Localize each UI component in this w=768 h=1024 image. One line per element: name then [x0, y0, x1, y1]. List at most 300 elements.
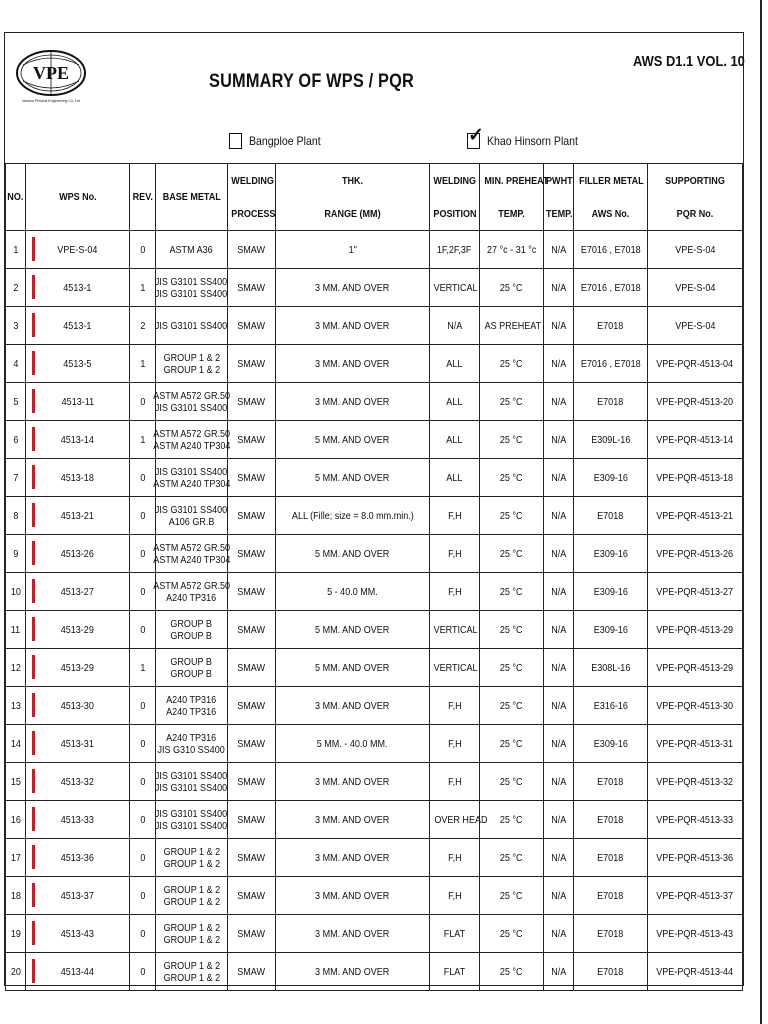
row-number-cell	[6, 877, 26, 915]
wps-number-cell	[26, 953, 130, 991]
row-number-text: 19	[10, 927, 21, 940]
pwht-temp-text: N/A	[550, 661, 567, 674]
welding-process-cell	[228, 345, 276, 383]
welding-position-text: VERTICAL	[433, 623, 478, 636]
pwht-temp-text: N/A	[550, 319, 567, 332]
revision-mark	[32, 693, 35, 717]
standard-code: AWS D1.1 VOL. 10	[633, 53, 745, 70]
welding-position-text: ALL	[446, 395, 463, 408]
base-metal-cell	[156, 611, 228, 649]
revision-text: 0	[139, 623, 146, 636]
supporting-pqr-cell	[648, 459, 743, 497]
row-number-text: 2	[12, 281, 19, 294]
pwht-temp-text: N/A	[550, 623, 567, 636]
filler-metal-cell	[574, 269, 648, 307]
min-preheat-temp-text: 25 °C	[500, 509, 523, 522]
header-no: NO.	[6, 164, 26, 231]
page-title: SUMMARY OF WPS / PQR	[209, 71, 414, 92]
pwht-temp-text: N/A	[550, 699, 567, 712]
revision-mark	[32, 617, 35, 641]
table-row	[6, 231, 743, 269]
min-preheat-temp-text: AS PREHEAT	[484, 319, 542, 332]
welding-process-cell	[228, 573, 276, 611]
filler-metal-cell	[574, 763, 648, 801]
pwht-temp-cell	[544, 231, 574, 269]
supporting-pqr-text: VPE-PQR-4513-26	[656, 547, 734, 560]
welding-process-text: SMAW	[237, 851, 266, 864]
filler-metal-cell	[574, 573, 648, 611]
page-edge-line	[760, 0, 762, 1024]
revision-text: 0	[139, 699, 146, 712]
thickness-range-cell	[276, 345, 430, 383]
table-row	[6, 839, 743, 877]
pwht-temp-text: N/A	[550, 395, 567, 408]
thickness-range-text: 3 MM. AND OVER	[315, 851, 390, 864]
base-metal-line: JIS G3101 SS400	[155, 781, 228, 794]
revision-cell	[130, 649, 156, 687]
supporting-pqr-cell	[648, 231, 743, 269]
wps-number-cell	[26, 839, 130, 877]
welding-position-cell	[430, 687, 480, 725]
base-metal-line: ASTM A240 TP304	[152, 439, 231, 452]
min-preheat-temp-text: 25 °C	[500, 395, 523, 408]
thickness-range-cell	[276, 649, 430, 687]
wps-number-text: 4513-5	[63, 357, 92, 370]
base-metal-cell	[156, 839, 228, 877]
min-preheat-temp-cell	[480, 839, 544, 877]
base-metal-cell	[156, 231, 228, 269]
company-logo	[13, 47, 89, 99]
revision-mark	[32, 883, 35, 907]
pwht-temp-text: N/A	[550, 547, 567, 560]
min-preheat-temp-text: 25 °C	[500, 623, 523, 636]
supporting-pqr-text: VPE-PQR-4513-29	[656, 623, 734, 636]
filler-metal-cell	[574, 877, 648, 915]
filler-metal-cell	[574, 801, 648, 839]
filler-metal-cell	[574, 421, 648, 459]
row-number-text: 7	[12, 471, 19, 484]
pwht-temp-cell	[544, 573, 574, 611]
min-preheat-temp-cell	[480, 345, 544, 383]
revision-mark	[32, 313, 35, 337]
wps-number-text: 4513-43	[60, 927, 95, 940]
min-preheat-temp-cell	[480, 307, 544, 345]
filler-metal-text: E309-16	[593, 547, 628, 560]
welding-process-text: SMAW	[237, 737, 266, 750]
pwht-temp-cell	[544, 953, 574, 991]
base-metal-line: A240 TP316	[166, 705, 217, 718]
base-metal-cell	[156, 725, 228, 763]
welding-position-text: F,H	[447, 737, 462, 750]
wps-number-cell	[26, 535, 130, 573]
supporting-pqr-text: VPE-PQR-4513-21	[656, 509, 734, 522]
welding-process-text: SMAW	[237, 547, 266, 560]
row-number-cell	[6, 497, 26, 535]
welding-position-text: F,H	[447, 851, 462, 864]
welding-process-text: SMAW	[237, 775, 266, 788]
row-number-cell	[6, 611, 26, 649]
wps-number-text: 4513-29	[60, 661, 95, 674]
filler-metal-text: E7018	[597, 851, 624, 864]
supporting-pqr-text: VPE-PQR-4513-27	[656, 585, 734, 598]
filler-metal-text: E7016 , E7018	[580, 357, 641, 370]
thickness-range-text: 3 MM. AND OVER	[315, 775, 390, 788]
row-number-cell	[6, 421, 26, 459]
filler-metal-cell	[574, 725, 648, 763]
base-metal-cell	[156, 763, 228, 801]
pwht-temp-cell	[544, 307, 574, 345]
thickness-range-text: 3 MM. AND OVER	[315, 965, 390, 978]
welding-position-text: ALL	[446, 433, 463, 446]
min-preheat-temp-text: 25 °C	[500, 737, 523, 750]
pwht-temp-text: N/A	[550, 927, 567, 940]
table-row	[6, 687, 743, 725]
welding-position-cell	[430, 649, 480, 687]
base-metal-line: JIS G3101 SS400	[155, 807, 228, 820]
supporting-pqr-cell	[648, 307, 743, 345]
welding-process-text: SMAW	[237, 357, 266, 370]
row-number-text: 18	[10, 889, 21, 902]
thickness-range-text: 3 MM. AND OVER	[315, 319, 390, 332]
filler-metal-cell	[574, 839, 648, 877]
wps-number-text: 4513-18	[60, 471, 95, 484]
filler-metal-cell	[574, 345, 648, 383]
welding-position-text: 1F,2F,3F	[437, 243, 472, 256]
thickness-range-text: 5 MM. AND OVER	[315, 547, 390, 560]
filler-metal-cell	[574, 535, 648, 573]
supporting-pqr-text: VPE-PQR-4513-04	[656, 357, 734, 370]
table-row	[6, 535, 743, 573]
thickness-range-cell	[276, 801, 430, 839]
wps-number-text: 4513-37	[60, 889, 95, 902]
revision-cell	[130, 231, 156, 269]
revision-mark	[32, 389, 35, 413]
base-metal-cell	[152, 535, 231, 573]
base-metal-line: ASTM A572 GR.50	[153, 541, 230, 554]
min-preheat-temp-cell	[480, 231, 544, 269]
pwht-temp-cell	[544, 611, 574, 649]
thickness-range-text: 5 - 40.0 MM.	[327, 585, 378, 598]
revision-cell	[130, 763, 156, 801]
base-metal-line: ASTM A240 TP304	[152, 553, 231, 566]
table-row	[6, 953, 743, 991]
base-metal-cell	[156, 953, 228, 991]
thickness-range-text: 3 MM. AND OVER	[315, 927, 390, 940]
min-preheat-temp-text: 25 °C	[500, 471, 523, 484]
welding-process-text: SMAW	[237, 927, 266, 940]
welding-position-text: VERTICAL	[433, 281, 478, 294]
table-row	[6, 269, 743, 307]
min-preheat-temp-text: 25 °C	[500, 775, 523, 788]
revision-mark	[32, 503, 35, 527]
welding-process-text: SMAW	[237, 319, 266, 332]
header-welding-process: WELDING PROCESS	[228, 164, 276, 231]
revision-text: 0	[139, 775, 146, 788]
filler-metal-cell	[574, 459, 648, 497]
row-number-cell	[6, 915, 26, 953]
thickness-range-text: 3 MM. AND OVER	[315, 281, 390, 294]
min-preheat-temp-cell	[480, 383, 544, 421]
supporting-pqr-cell	[648, 269, 743, 307]
revision-cell	[130, 725, 156, 763]
revision-text: 0	[139, 813, 146, 826]
pwht-temp-cell	[544, 383, 574, 421]
filler-metal-cell	[574, 687, 648, 725]
supporting-pqr-text: VPE-PQR-4513-29	[656, 661, 734, 674]
wps-number-cell	[26, 269, 130, 307]
welding-position-cell	[430, 763, 480, 801]
base-metal-line: A106 GR.B	[168, 515, 215, 528]
filler-metal-cell	[574, 611, 648, 649]
header-thk-range: THK. RANGE (MM)	[276, 164, 430, 231]
welding-position-text: F,H	[447, 775, 462, 788]
pwht-temp-text: N/A	[550, 357, 567, 370]
base-metal-line: GROUP 1 & 2	[163, 351, 220, 364]
supporting-pqr-text: VPE-PQR-4513-14	[656, 433, 734, 446]
filler-metal-text: E309-16	[593, 471, 628, 484]
min-preheat-temp-text: 25 °C	[500, 433, 523, 446]
base-metal-line: GROUP 1 & 2	[163, 959, 220, 972]
thickness-range-text: 3 MM. AND OVER	[315, 395, 390, 408]
min-preheat-temp-text: 25 °C	[500, 889, 523, 902]
base-metal-cell	[152, 421, 231, 459]
min-preheat-temp-cell	[480, 763, 544, 801]
welding-position-cell	[430, 421, 480, 459]
wps-number-text: 4513-11	[61, 395, 94, 408]
thickness-range-cell	[276, 725, 430, 763]
welding-process-text: SMAW	[237, 585, 266, 598]
logo-caption: Vasana Phisical Engineering Co.,Ltd	[21, 99, 81, 103]
welding-position-cell	[430, 497, 480, 535]
base-metal-cell	[152, 459, 231, 497]
table-row	[6, 915, 743, 953]
supporting-pqr-cell	[648, 497, 743, 535]
pwht-temp-cell	[544, 801, 574, 839]
header-pwht: PWHT TEMP.	[544, 164, 574, 231]
revision-text: 0	[139, 737, 146, 750]
welding-process-cell	[228, 307, 276, 345]
welding-position-cell	[430, 877, 480, 915]
thickness-range-cell	[276, 687, 430, 725]
supporting-pqr-cell	[648, 611, 743, 649]
header-min-preheat: MIN. PREHEAT TEMP.	[480, 164, 544, 231]
revision-cell	[130, 801, 156, 839]
revision-mark	[32, 541, 35, 565]
welding-process-cell	[228, 459, 276, 497]
table-row	[6, 611, 743, 649]
welding-process-text: SMAW	[237, 281, 266, 294]
min-preheat-temp-cell	[480, 459, 544, 497]
welding-process-cell	[228, 497, 276, 535]
min-preheat-temp-text: 25 °C	[500, 547, 523, 560]
min-preheat-temp-cell	[480, 535, 544, 573]
welding-process-text: SMAW	[237, 509, 266, 522]
welding-position-text: F,H	[447, 547, 462, 560]
row-number-text: 10	[10, 585, 21, 598]
revision-mark	[32, 731, 35, 755]
wps-number-text: VPE-S-04	[57, 243, 98, 256]
welding-position-text: F,H	[447, 699, 462, 712]
revision-mark	[32, 237, 35, 261]
filler-metal-text: E7016 , E7018	[580, 281, 641, 294]
filler-metal-text: E309-16	[593, 585, 628, 598]
welding-process-text: SMAW	[237, 395, 266, 408]
base-metal-line: A240 TP316	[166, 693, 217, 706]
plant-option-khao-hinsorn[interactable]	[467, 125, 590, 149]
row-number-cell	[6, 649, 26, 687]
min-preheat-temp-cell	[480, 649, 544, 687]
wps-number-cell	[26, 497, 130, 535]
checkbox-checked[interactable]	[467, 125, 484, 149]
base-metal-line: GROUP B	[170, 667, 213, 680]
row-number-text: 1	[12, 243, 19, 256]
welding-position-cell	[430, 459, 480, 497]
revision-text: 1	[139, 357, 146, 370]
base-metal-line: GROUP 1 & 2	[163, 857, 220, 870]
table-row	[6, 345, 743, 383]
supporting-pqr-text: VPE-PQR-4513-44	[656, 965, 734, 978]
base-metal-line: A240 TP316	[166, 591, 217, 604]
welding-process-cell	[228, 725, 276, 763]
thickness-range-text: 3 MM. AND OVER	[315, 357, 390, 370]
revision-text: 0	[139, 851, 146, 864]
base-metal-line: GROUP B	[170, 629, 213, 642]
filler-metal-text: E7018	[597, 813, 624, 826]
base-metal-line: JIS G3101 SS400	[155, 319, 228, 332]
welding-position-cell	[430, 345, 480, 383]
base-metal-line: JIS G3101 SS400	[155, 503, 228, 516]
welding-position-text: VERTICAL	[433, 661, 478, 674]
table-row	[6, 725, 743, 763]
thickness-range-cell	[276, 915, 430, 953]
supporting-pqr-text: VPE-PQR-4513-37	[656, 889, 734, 902]
welding-position-text: F,H	[447, 585, 462, 598]
wps-number-text: 4513-36	[60, 851, 95, 864]
revision-mark	[32, 807, 35, 831]
checkbox-unchecked[interactable]	[229, 133, 242, 149]
revision-mark	[32, 351, 35, 375]
thickness-range-text: 1"	[348, 243, 357, 256]
row-number-text: 5	[12, 395, 19, 408]
plant-option-bangploe[interactable]	[229, 133, 330, 149]
min-preheat-temp-text: 25 °C	[500, 585, 523, 598]
welding-position-text: FLAT	[443, 965, 466, 978]
revision-cell	[130, 421, 156, 459]
supporting-pqr-cell	[648, 877, 743, 915]
row-number-text: 16	[10, 813, 21, 826]
welding-position-cell	[430, 725, 480, 763]
welding-process-cell	[228, 801, 276, 839]
thickness-range-cell	[276, 383, 430, 421]
min-preheat-temp-text: 25 °C	[500, 661, 523, 674]
wps-number-cell	[26, 725, 130, 763]
base-metal-line: GROUP 1 & 2	[163, 845, 220, 858]
base-metal-line: JIS G3101 SS400	[155, 819, 228, 832]
thickness-range-text: 3 MM. AND OVER	[315, 813, 390, 826]
header-wps-no: WPS No.	[26, 164, 130, 231]
base-metal-line: JIS G3101 SS400	[155, 465, 228, 478]
pwht-temp-cell	[544, 535, 574, 573]
thickness-range-cell	[276, 459, 430, 497]
filler-metal-text: E309-16	[593, 737, 628, 750]
thickness-range-text: ALL (Fille; size = 8.0 mm.min.)	[291, 509, 414, 522]
thickness-range-cell	[276, 763, 430, 801]
welding-position-text: FLAT	[443, 927, 466, 940]
filler-metal-text: E316-16	[593, 699, 628, 712]
pwht-temp-cell	[544, 763, 574, 801]
wps-number-text: 4513-1	[63, 319, 92, 332]
welding-process-text: SMAW	[237, 889, 266, 902]
plant-label: Bangploe Plant	[249, 134, 321, 148]
pwht-temp-text: N/A	[550, 243, 567, 256]
pwht-temp-text: N/A	[550, 813, 567, 826]
min-preheat-temp-text: 25 °C	[500, 965, 523, 978]
welding-process-cell	[228, 231, 276, 269]
wps-number-text: 4513-21	[60, 509, 95, 522]
revision-mark	[32, 959, 35, 983]
thickness-range-cell	[276, 231, 430, 269]
revision-cell	[130, 953, 156, 991]
welding-process-text: SMAW	[237, 471, 266, 484]
revision-mark	[32, 579, 35, 603]
revision-text: 0	[139, 509, 146, 522]
welding-process-text: SMAW	[237, 965, 266, 978]
pwht-temp-text: N/A	[550, 509, 567, 522]
row-number-text: 9	[12, 547, 19, 560]
thickness-range-cell	[276, 269, 430, 307]
base-metal-line: JIS G3101 SS400	[155, 401, 228, 414]
pwht-temp-text: N/A	[550, 851, 567, 864]
revision-mark	[32, 921, 35, 945]
welding-position-text: F,H	[447, 509, 462, 522]
table-body	[6, 231, 743, 991]
supporting-pqr-text: VPE-PQR-4513-36	[656, 851, 734, 864]
supporting-pqr-text: VPE-PQR-4513-31	[656, 737, 734, 750]
welding-position-text: ALL	[446, 357, 463, 370]
welding-position-cell	[430, 307, 480, 345]
base-metal-line: ASTM A572 GR.50	[153, 427, 230, 440]
base-metal-line: A240 TP316	[166, 731, 217, 744]
row-number-text: 20	[10, 965, 21, 978]
pwht-temp-cell	[544, 687, 574, 725]
filler-metal-cell	[574, 953, 648, 991]
wps-number-text: 4513-44	[60, 965, 95, 978]
min-preheat-temp-cell	[480, 877, 544, 915]
pwht-temp-text: N/A	[550, 965, 567, 978]
revision-text: 0	[139, 927, 146, 940]
base-metal-line: GROUP B	[170, 617, 213, 630]
min-preheat-temp-cell	[480, 497, 544, 535]
filler-metal-text: E7018	[597, 965, 624, 978]
supporting-pqr-text: VPE-PQR-4513-30	[656, 699, 734, 712]
revision-cell	[130, 877, 156, 915]
base-metal-line: GROUP 1 & 2	[163, 895, 220, 908]
base-metal-cell	[156, 649, 228, 687]
pwht-temp-cell	[544, 345, 574, 383]
wps-number-cell	[26, 687, 130, 725]
revision-mark	[32, 275, 35, 299]
revision-cell	[130, 307, 156, 345]
wps-number-cell	[26, 383, 130, 421]
min-preheat-temp-text: 25 °C	[500, 813, 523, 826]
pwht-temp-text: N/A	[550, 433, 567, 446]
min-preheat-temp-cell	[480, 725, 544, 763]
min-preheat-temp-cell	[480, 611, 544, 649]
welding-position-cell	[430, 231, 480, 269]
wps-number-text: 4513-14	[60, 433, 95, 446]
thickness-range-cell	[276, 953, 430, 991]
wps-number-cell	[26, 763, 130, 801]
